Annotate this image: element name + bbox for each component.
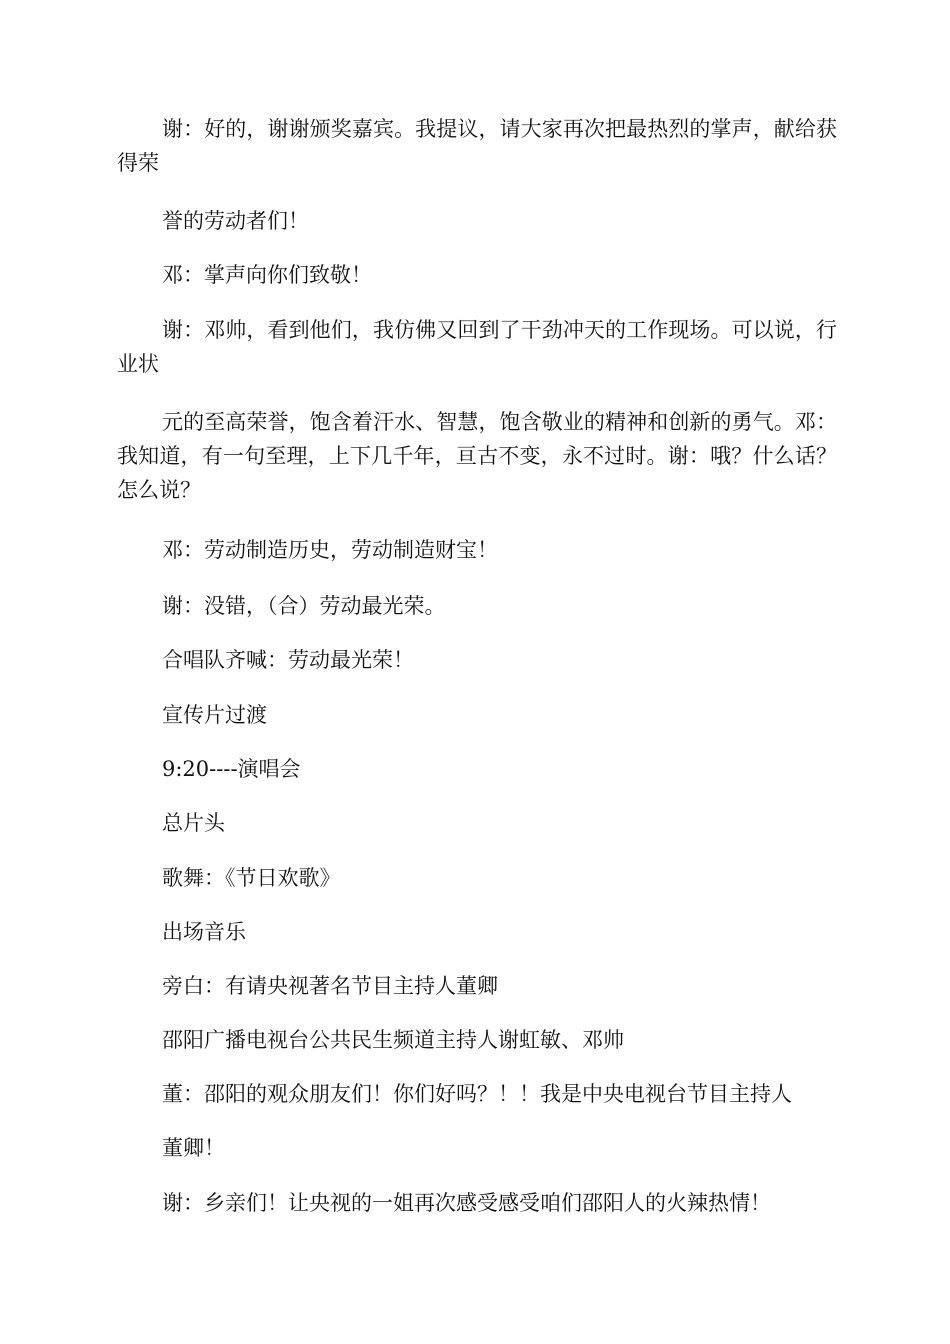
paragraph-6: 邓：劳动制造历史，劳动制造财宝！ bbox=[162, 538, 498, 562]
paragraph-12: 歌舞：《节日欢歌》 bbox=[162, 866, 341, 890]
paragraph-1: 谢：好的，谢谢颁奖嘉宾。我提议，请大家再次把最热烈的掌声，献给获得荣 bbox=[117, 117, 837, 175]
paragraph-18: 谢：乡亲们！让央视的一姐再次感受感受咱们邵阳人的火辣热情！ bbox=[162, 1191, 771, 1215]
paragraph-4: 谢：邓帅，看到他们，我仿佛又回到了干劲冲天的工作现场。可以说，行业状 bbox=[117, 318, 837, 376]
paragraph-15: 邵阳广播电视台公共民生频道主持人谢虹敏、邓帅 bbox=[162, 1028, 624, 1052]
paragraph-16: 董：邵阳的观众朋友们！你们好吗？！！我是中央电视台节目主持人 bbox=[162, 1082, 792, 1106]
paragraph-10: 9:20----演唱会 bbox=[162, 757, 301, 781]
paragraph-3: 邓：掌声向你们致敬！ bbox=[162, 263, 372, 287]
paragraph-2: 誉的劳动者们！ bbox=[162, 209, 309, 233]
paragraph-9: 宣传片过渡 bbox=[162, 703, 267, 727]
paragraph-8: 合唱队齐喊：劳动最光荣！ bbox=[162, 648, 414, 672]
paragraph-5: 元的至高荣誉，饱含着汗水、智慧，饱含敬业的精神和创新的勇气。邓：我知道，有一句至理，上下几千年，亘古不变，永不过时。谢：哦？什么话？怎么说？ bbox=[117, 410, 837, 502]
paragraph-13: 出场音乐 bbox=[162, 920, 246, 944]
paragraph-17: 董卿！ bbox=[162, 1136, 225, 1160]
paragraph-11: 总片头 bbox=[162, 811, 225, 835]
paragraph-7: 谢：没错，（合）劳动最光荣。 bbox=[162, 594, 446, 618]
paragraph-14: 旁白：有请央视著名节目主持人董卿 bbox=[162, 974, 498, 998]
